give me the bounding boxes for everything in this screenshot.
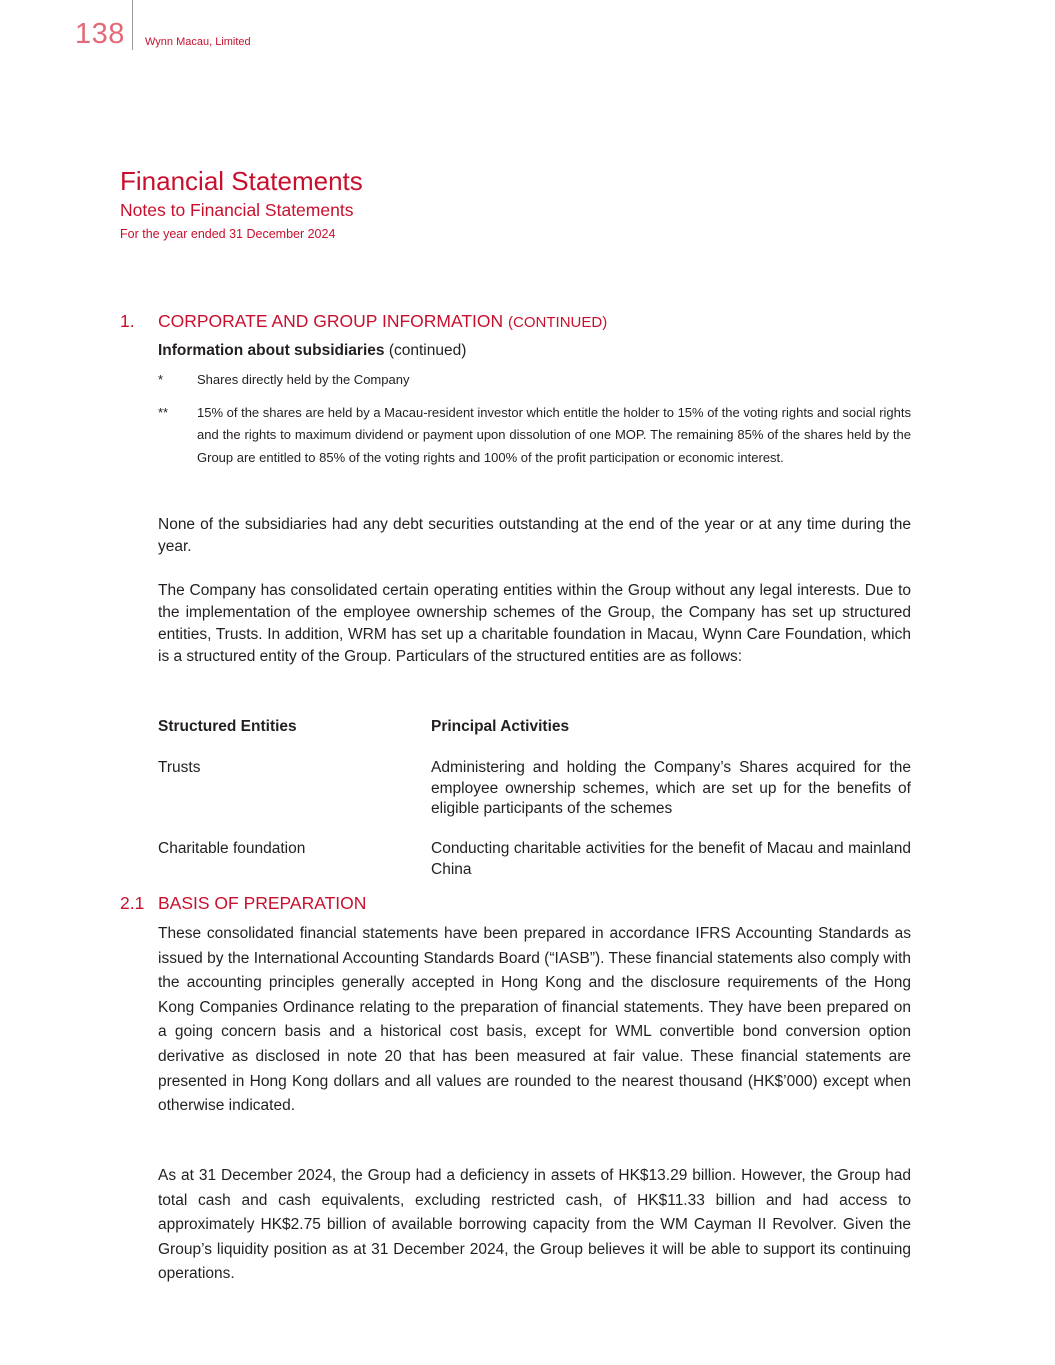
footnote-1-mark: * xyxy=(158,372,164,387)
subsidiaries-subheading xyxy=(158,342,466,360)
reporting-period: For the year ended 31 December 2024 xyxy=(120,227,336,241)
page-title: Financial Statements xyxy=(120,166,363,196)
footnote-1-text: Shares directly held by the Company xyxy=(197,372,410,387)
subheading-rest: (continued) xyxy=(388,342,467,359)
section-1-title xyxy=(158,311,607,332)
header-divider xyxy=(132,0,133,50)
section-1-continued: (CONTINUED) xyxy=(508,314,608,331)
paragraph-debt-securities: None of the subsidiaries had any debt securities outstanding at the end of the year or at any time during the year. xyxy=(158,516,911,555)
table-row-2-activity: Conducting charitable activities for the benefit of Macau and mainland China xyxy=(431,840,911,878)
section-1-title-text: CORPORATE AND GROUP INFORMATION xyxy=(158,311,504,331)
company-name: Wynn Macau, Limited xyxy=(145,36,251,48)
table-row-1-activity: Administering and holding the Company’s Shares acquired for the employee ownership schemes, which are set up for the benefits of eligible participants of the schemes xyxy=(431,759,911,817)
page-number: 138 xyxy=(75,18,125,50)
paragraph-basis-of-preparation: These consolidated financial statements have been prepared in accordance IFRS Accounting Standards as issued by the International Accounting Standards Board (“IASB”). These financial statements also comply with the accounting principles generally accepted in Hong Kong and the disclosure requirements of the Hong Kong Companies Ordinance relating to the preparation of financial statements. They have been prepared on a going concern basis and a historical cost basis, except for WML convertible bond conversion option derivative as disclosed in note 20 that has been measured at fair value. These financial statements are presented in Hong Kong dollars and all values are rounded to the nearest thousand (HK$’000) except when otherwise indicated. xyxy=(158,925,911,1115)
table-row-1-entity: Trusts xyxy=(158,759,201,776)
table-header-entities: Structured Entities xyxy=(158,718,297,735)
table-row-2-entity: Charitable foundation xyxy=(158,840,306,857)
paragraph-going-concern: As at 31 December 2024, the Group had a deficiency in assets of HK$13.29 billion. However, the Group had total cash and cash equivalents, excluding restricted cash, of HK$11.33 billion and had access to approximately HK$2.75 billion of available borrowing capacity from the WM Cayman II Revolver. Given the Group’s liquidity position as at 31 December 2024, the Group believes it will be able to support its continuing operations. xyxy=(158,1167,911,1283)
table-header-activities: Principal Activities xyxy=(431,718,570,735)
paragraph-structured-entities: The Company has consolidated certain operating entities within the Group without any legal interests. Due to the implementation of the employee ownership schemes of the Group, the Company has set up structured entities, Trusts. In addition, WRM has set up a charitable foundation in Macau, Wynn Care Foundation, which is a structured entity of the Group. Particulars of the structured entities are as follows: xyxy=(158,582,911,665)
footnote-2-mark: ** xyxy=(158,405,169,420)
section-2-title: BASIS OF PREPARATION xyxy=(158,893,367,913)
page-subtitle: Notes to Financial Statements xyxy=(120,200,354,220)
subheading-bold: Information about subsidiaries xyxy=(158,342,385,359)
section-1-number: 1. xyxy=(120,311,135,331)
footnote-2-text: 15% of the shares are held by a Macau-resident investor which entitle the holder to 15% of the voting rights and social rights and the rights to maximum dividend or payment upon dissolution of one MOP. The remaining 85% of the shares held by the Group are entitled to 85% of the voting rights and 100% of the profit participation or economic interest. xyxy=(197,405,911,465)
section-2-number: 2.1 xyxy=(120,893,145,913)
